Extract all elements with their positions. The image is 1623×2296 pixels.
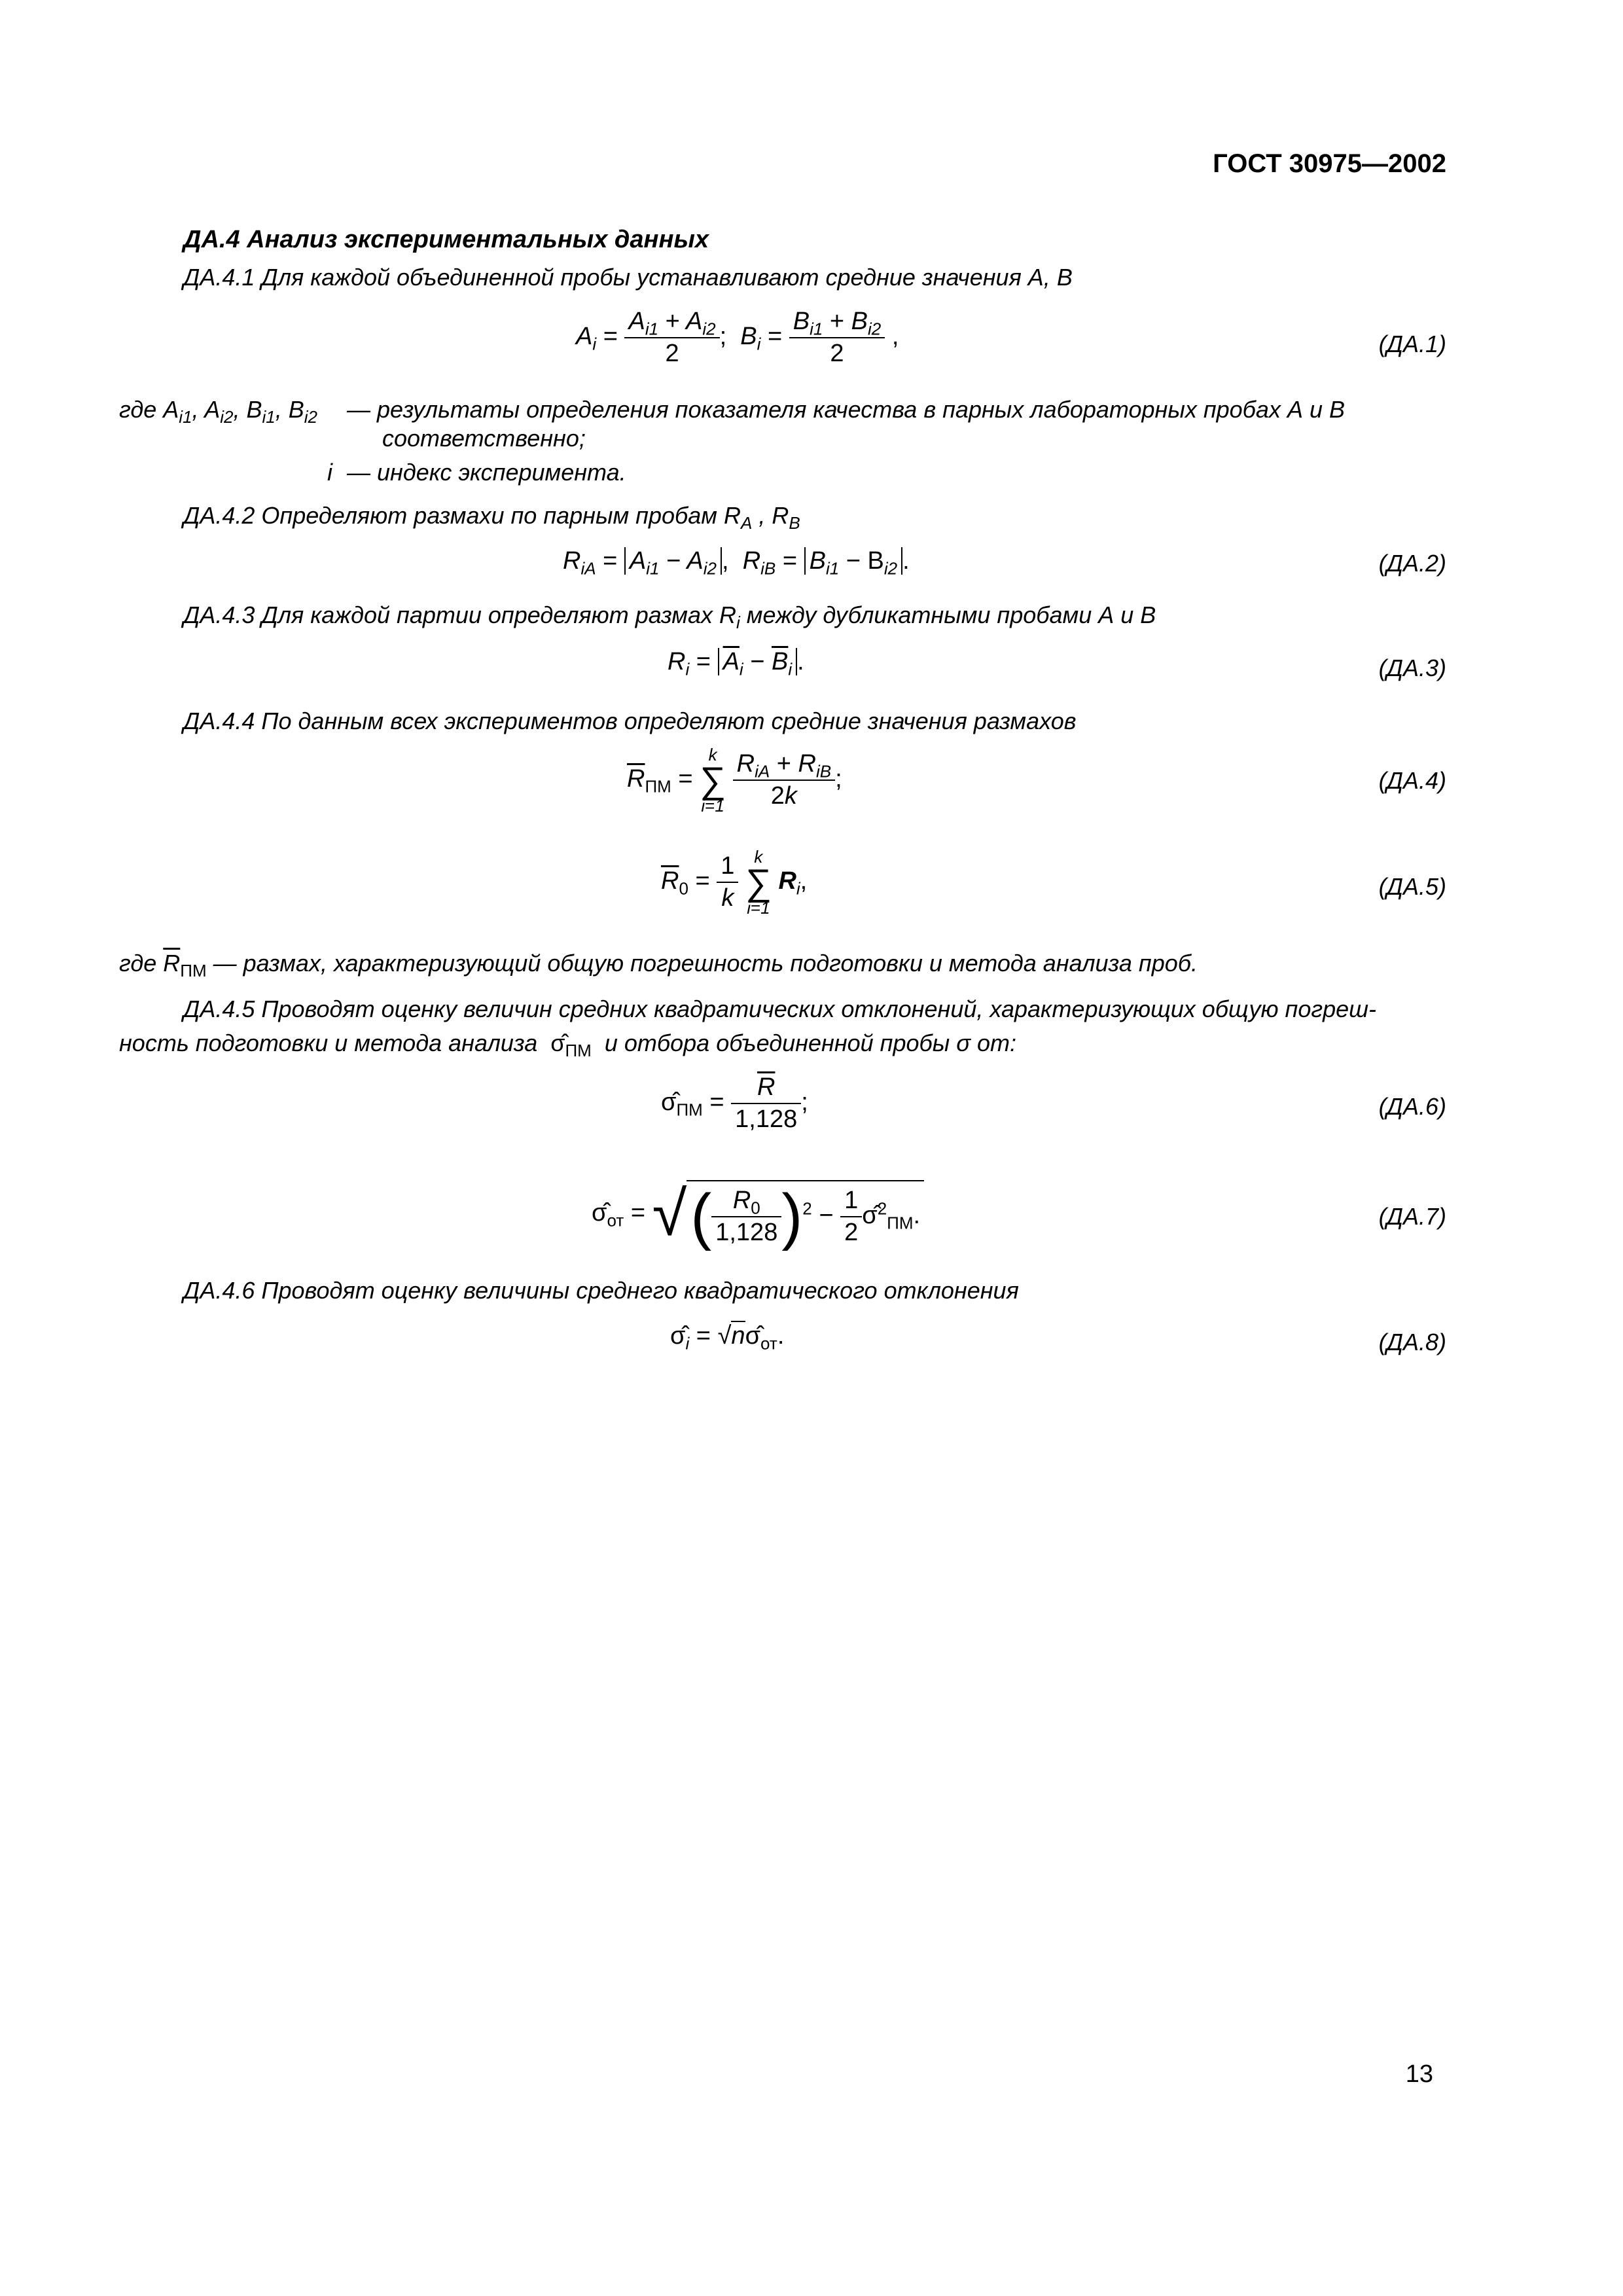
paragraph-da-4-6: ДА.4.6 Проводят оценку величины среднего квадратического отклонения: [183, 1277, 1019, 1304]
paragraph-da-4-4: ДА.4.4 По данным всех экспериментов определяют средние значения размахов: [183, 708, 1077, 734]
equation-number-da-4: (ДА.4): [1378, 767, 1446, 794]
equation-da-3: $R_i = \overline{A}_i - \overline{B}_i$ .: [668, 648, 804, 679]
paragraph-da-4-5-line1: ДА.4.5 Проводят оценку величин средних квадратических отклонений, характеризующих общую погреш-: [183, 996, 1377, 1022]
paragraph-da-4-3: ДА.4.3 Для каждой партии определяют размах $R_i$ между дубликатными пробами А и В: [183, 601, 1156, 633]
equation-number-da-7: (ДА.7): [1378, 1203, 1446, 1230]
document-id: ГОСТ 30975—2002: [1213, 149, 1446, 178]
where-definition-line1: — результаты определения показателя качества в парных лабораторных пробах А и В: [347, 396, 1346, 423]
equation-da-6: $\sigmâ_{ПМ}$ = $\frac{\overline{R}}{1,128}$ ;: [661, 1073, 808, 1133]
where-definition-line2: соответственно;: [382, 425, 586, 452]
equation-da-4: $\overline{R}_{ПМ}$ = k ∑ i=1 $\frac{R_{iA} + R_{iB}}{2k}$ ;: [627, 745, 842, 816]
equation-number-da-6: (ДА.6): [1378, 1093, 1446, 1120]
equation-da-8: $\sigmâ_i$ = $√n\sigmâ_{от}$.: [670, 1322, 785, 1354]
equation-da-2: $R_{iA} = A_{i1} - A_{i2}$ , $R_{iB} = B_{i1} - B_{i2}$ .: [563, 547, 910, 579]
equation-number-da-8: (ДА.8): [1378, 1329, 1446, 1355]
where-label-variables: где $A_{i1}$, $A_{i2}$, $B_{i1}$, $B_{i2}$: [119, 396, 318, 427]
paragraph-da-4-5-line2: ность подготовки и метода анализа $\sigmâ_{ПМ}$ и отбора объединенной пробы σ от:: [119, 1030, 1016, 1061]
equation-number-da-2: (ДА.2): [1378, 550, 1446, 577]
where-index-symbol: i: [327, 459, 332, 486]
paragraph-da-4-2: ДА.4.2 Определяют размахи по парным пробам $R_A$ , $R_B$: [183, 502, 800, 533]
where-label: где A: [119, 396, 179, 423]
equation-da-1: $A_i$ = $\frac{A_{i1} + A_{i2}}{2}$ ; $B_i$ = $\frac{B_{i1} + B_{i2}}{2}$ ,: [576, 308, 899, 367]
section-title: ДА.4 Анализ экспериментальных данных: [183, 226, 709, 253]
equation-da-5: $\overline{R}_0$ = $\frac{1}{k}$ k ∑ i=1 $R_i$,: [661, 847, 808, 918]
equation-da-7: $\sigmâ_{от}$ = √( $\frac{R_0}{1,128}$ )$^2$ − $\frac{1}{2}$ σ̂$^2_{ПМ}$.: [592, 1178, 924, 1250]
where-index-definition: — индекс эксперимента.: [347, 459, 626, 486]
page-number: 13: [1405, 2060, 1433, 2088]
equation-number-da-3: (ДА.3): [1378, 655, 1446, 681]
equation-number-da-1: (ДА.1): [1378, 331, 1446, 357]
equation-number-da-5: (ДА.5): [1378, 873, 1446, 900]
where-rpm-definition: где $\overline{R}_{ПМ}$ — размах, характеризующий общую погрешность подготовки и метода анализа проб.: [119, 950, 1198, 981]
paragraph-da-4-1: ДА.4.1 Для каждой объединенной пробы устанавливают средние значения А, В: [183, 264, 1073, 291]
